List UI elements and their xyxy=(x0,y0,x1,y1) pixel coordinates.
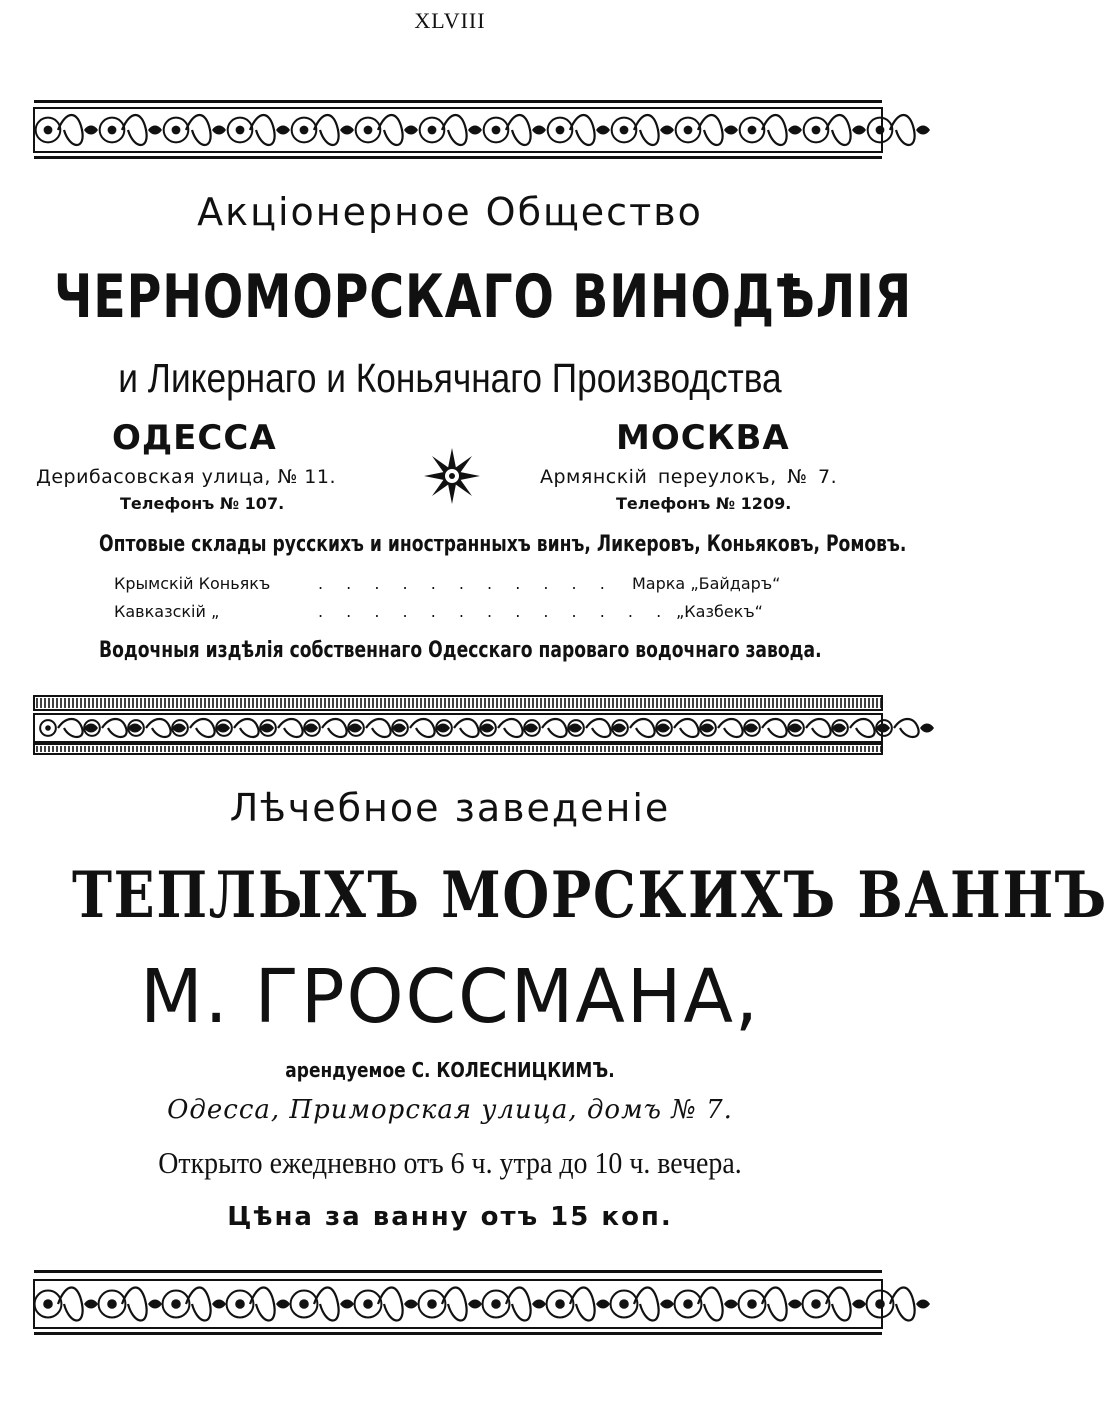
brand-right-1: Марка „Байдаръ“ xyxy=(632,574,781,593)
moscow-city: МОСКВА xyxy=(616,418,790,458)
leader-dots: . . . . . . . . . . . . . . xyxy=(318,602,699,621)
establishment-type: Лѣчебное заведеніе xyxy=(229,786,671,830)
company-type-heading: Акціонерное Общество xyxy=(197,190,703,234)
ornamental-border-bottom xyxy=(34,1268,882,1338)
leader-dots: . . . . . . . . . . . xyxy=(318,574,614,593)
company-name-title: ЧЕРНОМОРСКАГО ВИНОДѢЛІЯ xyxy=(54,262,913,332)
baths-address: Одесса, Приморская улица, домъ № 7. xyxy=(167,1095,733,1125)
vodka-line: Водочныя издѣлія собственнаго Одесскаго пароваго водочнаго завода. xyxy=(99,638,822,663)
odessa-address: Дерибасовская улица, № 11. xyxy=(36,466,337,488)
star-emblem-icon xyxy=(422,446,482,506)
baths-title: ТЕПЛЫХЪ МОРСКИХЪ ВАННЪ xyxy=(72,858,1108,933)
opening-hours: Открыто ежедневно отъ 6 ч. утра до 10 ч. вечера. xyxy=(158,1145,742,1180)
moscow-address: Армянскій переулокъ, № 7. xyxy=(540,466,838,488)
brand-left-2: Кавказскій „ xyxy=(114,602,220,621)
lessee-line: арендуемое С. КОЛЕСНИЦКИМЪ. xyxy=(285,1058,615,1082)
brand-left-1: Крымскій Коньякъ xyxy=(114,574,271,593)
wholesale-line: Оптовые склады русскихъ и иностранныхъ винъ, Ликеровъ, Коньяковъ, Ромовъ. xyxy=(99,532,907,557)
odessa-city: ОДЕССА xyxy=(112,418,277,458)
page-number: XLVIII xyxy=(414,8,486,33)
odessa-phone: Телефонъ № 107. xyxy=(120,494,285,513)
ornamental-border-top xyxy=(34,98,882,162)
production-subtitle: и Ликернаго и Коньячнаго Производства xyxy=(118,355,782,401)
moscow-phone: Телефонъ № 1209. xyxy=(616,494,792,513)
bath-price: Цѣна за ванну отъ 15 коп. xyxy=(227,1202,673,1232)
brand-right-2: „Казбекъ“ xyxy=(676,602,763,621)
ornamental-border-middle xyxy=(34,696,882,756)
owner-name: М. ГРОССМАНА, xyxy=(140,954,760,1040)
